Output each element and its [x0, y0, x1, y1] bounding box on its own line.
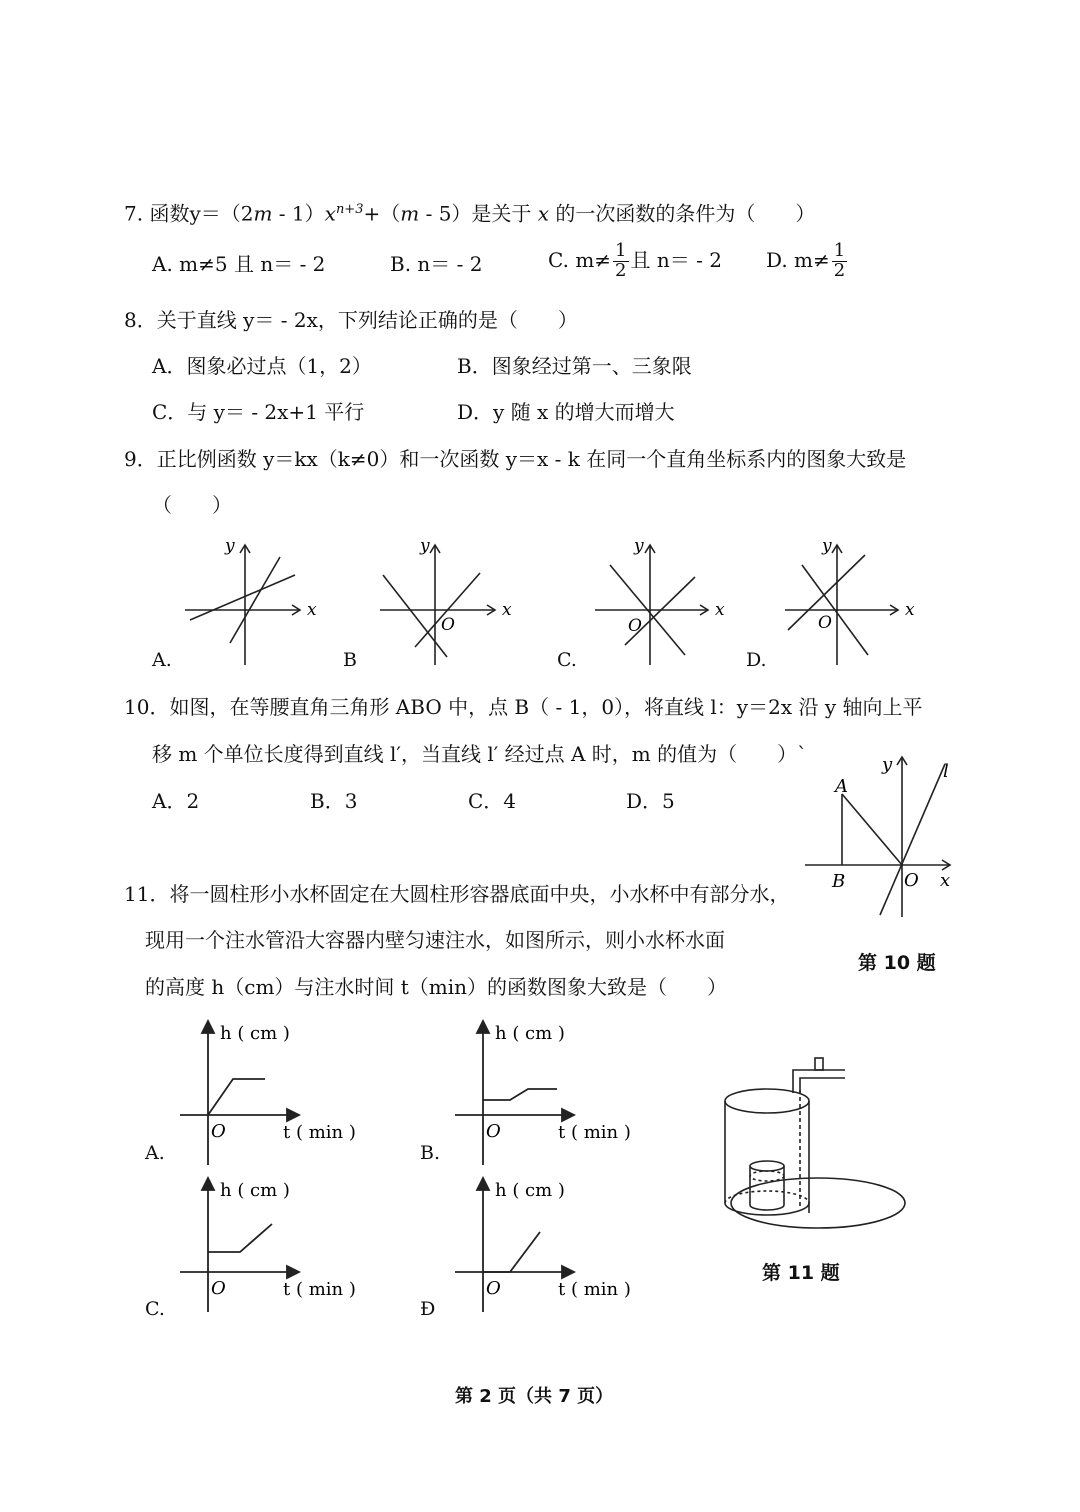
q9-a-x-label: x: [307, 600, 317, 620]
q11-b-t-label: t ( min ): [558, 1122, 631, 1143]
q9-d-origin: O: [818, 613, 832, 633]
q11-graph-a: [175, 1015, 365, 1165]
q7-option-b: B. n＝ - 2: [390, 252, 483, 276]
q9-b-origin: O: [441, 615, 455, 635]
q10-line1: 10．如图，在等腰直角三角形 ABO 中，点 B（ - 1，0），将直线 l：y＝2x 沿 y 轴向上平: [124, 695, 923, 719]
q11-b-h-label: h ( cm ): [495, 1023, 565, 1044]
q9-c-y-label: y: [634, 536, 644, 556]
q10-option-d: D．5: [626, 789, 675, 813]
q9-graph-a: [180, 535, 330, 670]
q11-d-h-label: h ( cm ): [495, 1180, 565, 1201]
q11-graph-b: [450, 1015, 640, 1165]
q11-b-origin: O: [486, 1121, 501, 1142]
q9-c-origin: O: [628, 616, 642, 636]
q10-origin: O: [904, 870, 919, 891]
q11-c-h-label: h ( cm ): [220, 1180, 290, 1201]
q9-d-x-label: x: [905, 600, 915, 620]
q11-graph-c: [175, 1172, 365, 1317]
q9-label-d: D.: [746, 649, 767, 671]
q10-option-a: A．2: [152, 789, 200, 813]
q7-option-a: A. m≠5 且 n＝ - 2: [152, 252, 326, 276]
q11-base-ellipse: [731, 1178, 905, 1228]
q9-answer-paren: （ ）: [152, 493, 232, 517]
q11-line3: 的高度 h（cm）与注水时间 t（min）的函数图象大致是（ ）: [145, 975, 728, 999]
q11-a-t-label: t ( min ): [283, 1122, 356, 1143]
page-footer: 第 2 页（共 7 页）: [455, 1386, 614, 1407]
q10-option-b: B．3: [310, 789, 358, 813]
q9-a-y-label: y: [225, 536, 235, 556]
q9-d-y-label: y: [822, 536, 832, 556]
q11-line2: 现用一个注水管沿大容器内壁匀速注水，如图所示，则小水杯水面: [145, 928, 725, 952]
q11-caption: 第 11 题: [762, 1262, 840, 1284]
q11-cylinder-figure: [715, 1048, 905, 1238]
q10-point-b: B: [832, 871, 846, 892]
q9-c-x-label: x: [715, 600, 725, 620]
q11-c-origin: O: [211, 1278, 226, 1299]
q9-b-y-label: y: [420, 536, 430, 556]
q9-stem: 9．正比例函数 y＝kx（k≠0）和一次函数 y＝x - k 在同一个直角坐标系内的图象大致是: [124, 447, 907, 471]
q10-option-c: C．4: [468, 789, 517, 813]
q11-a-h-label: h ( cm ): [220, 1023, 290, 1044]
q9-graph-b: [375, 535, 520, 670]
q9-label-a: A.: [152, 649, 172, 671]
q9-label-b: B: [343, 649, 357, 671]
q8-option-d: D．y 随 x 的增大而增大: [457, 400, 675, 424]
q7-option-d: D. m≠ $\frac{1}{2}$: [766, 240, 846, 281]
q11-d-t-label: t ( min ): [558, 1279, 631, 1300]
q7-stem: 7. 函数$y=(2m - 1)x^{n+3}+(m - 5)$是关于 x 的一次函数的条件为（ ）: [124, 201, 816, 226]
q11-label-d: Đ: [420, 1298, 436, 1320]
q8-option-c: C．与 y＝ - 2x+1 平行: [152, 400, 365, 424]
q9-b-x-label: x: [502, 600, 512, 620]
q10-x-label: x: [940, 870, 951, 891]
q10-line-l-label: l: [943, 761, 949, 782]
q9-graph-d: [780, 535, 925, 670]
q8-option-a: A．图象必过点（1，2）: [152, 354, 372, 378]
q11-label-c: C.: [145, 1298, 165, 1320]
q8-option-b: B．图象经过第一、三象限: [457, 354, 692, 378]
q10-y-label: y: [882, 754, 893, 775]
q7-option-c: C. m≠ $\frac{1}{2}$ 且 n＝ - 2: [548, 240, 722, 281]
q11-label-a: A.: [145, 1142, 165, 1164]
q11-a-origin: O: [211, 1121, 226, 1142]
q11-d-origin: O: [486, 1278, 501, 1299]
q8-stem: 8．关于直线 y＝ - 2x，下列结论正确的是（ ）: [124, 308, 578, 332]
q11-label-b: B.: [420, 1142, 441, 1164]
q9-graph-c: [590, 535, 735, 670]
q11-graph-d: [450, 1172, 640, 1317]
q10-point-a: A: [835, 776, 848, 797]
q9-label-c: C.: [557, 649, 577, 671]
q10-line2: 移 m 个单位长度得到直线 l′，当直线 l′ 经过点 A 时，m 的值为（ ）`: [152, 742, 808, 766]
q11-c-t-label: t ( min ): [283, 1279, 356, 1300]
q10-caption: 第 10 题: [858, 952, 936, 974]
q11-line1: 11．将一圆柱形小水杯固定在大圆柱形容器底面中央，小水杯中有部分水，: [124, 882, 790, 906]
q10-figure: [800, 752, 965, 922]
